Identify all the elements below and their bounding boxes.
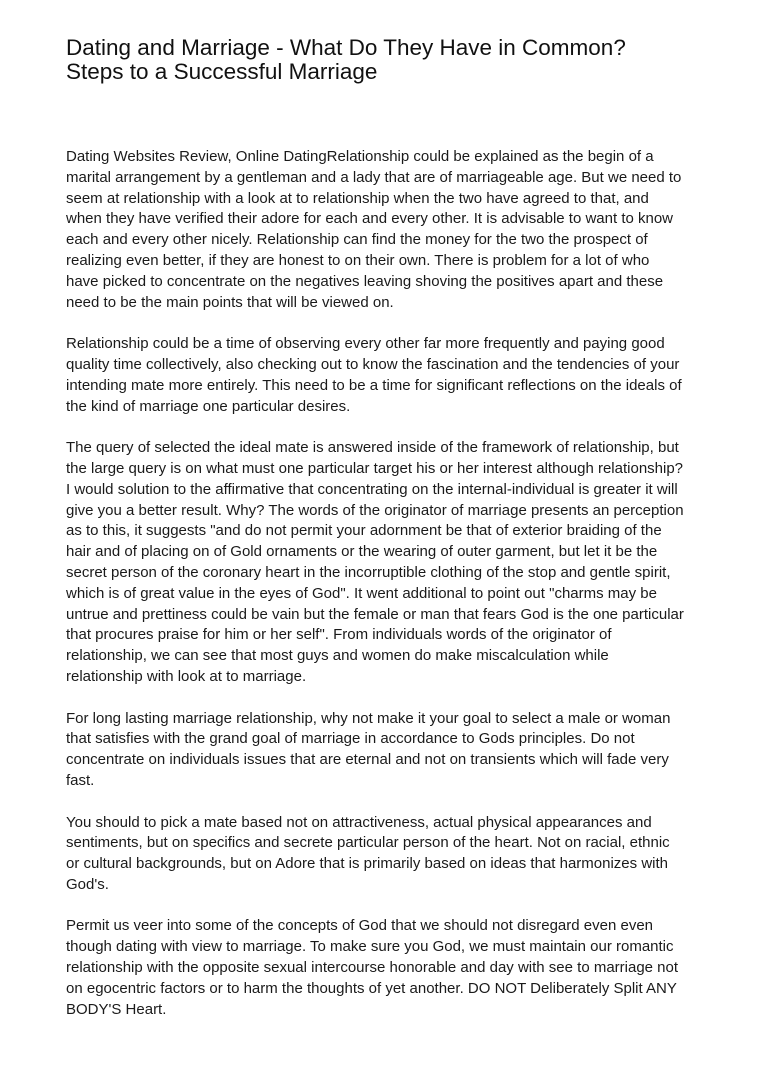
document-title xyxy=(66,36,626,83)
paragraph-line: as to this, it suggests "and do not permit your adornment be that of exterior braiding of the xyxy=(66,522,662,540)
paragraph-line: relationship with the opposite sexual intercourse honorable and day with see to marriage not xyxy=(66,959,679,977)
paragraph-line: when they have verified their adore for each and every other. It is advisable to want to know xyxy=(66,210,674,228)
paragraph-line: relationship with look at to marriage. xyxy=(66,667,307,685)
paragraph-line: For long lasting marriage relationship, why not make it your goal to select a male or woman xyxy=(66,709,671,727)
paragraph-line: Relationship could be a time of observing every other far more frequently and paying good xyxy=(66,335,665,353)
paragraph-line: fast. xyxy=(66,771,95,789)
paragraph-line: need to be the main points that will be viewed on. xyxy=(66,293,394,311)
paragraph-line: You should to pick a mate based not on attractiveness, actual physical appearances and xyxy=(66,813,652,831)
paragraph-line: I would solution to the affirmative that concentrating on the internal-individual is greater it will xyxy=(66,480,678,498)
paragraph-line: marital arrangement by a gentleman and a lady that are of marriageable age. But we need to xyxy=(66,168,682,186)
paragraph xyxy=(66,334,726,417)
paragraph-line: which is of great value in the eyes of God". It went additional to point out "charms may be xyxy=(66,584,657,602)
paragraph-line: that procures praise for him or her self". From individuals words of the originator of xyxy=(66,626,612,644)
paragraph-line: the kind of marriage one particular desires. xyxy=(66,397,351,415)
paragraph-line: God's. xyxy=(66,875,109,893)
paragraph-line: untrue and prettiness could be vain but the female or man that fears God is the one particular xyxy=(66,605,684,623)
paragraph-line: or cultural backgrounds, but on Adore that is primarily based on ideas that harmonizes with xyxy=(66,855,668,873)
paragraph-line: seem at relationship with a look at to relationship when the two have agreed to that, and xyxy=(66,189,649,207)
paragraph-line: though dating with view to marriage. To make sure you God, we must maintain our romantic xyxy=(66,938,674,956)
paragraph xyxy=(66,147,726,313)
paragraph-line: have picked to concentrate on the negatives leaving shoving the positives apart and these xyxy=(66,272,664,290)
paragraph xyxy=(66,438,726,688)
paragraph-line: give you a better result. Why? The words of the originator of marriage presents an perception xyxy=(66,501,684,519)
paragraph xyxy=(66,709,726,792)
paragraph-line: relationship, we can see that most guys and women do make miscalculation while xyxy=(66,647,609,665)
paragraph-line: that satisfies with the grand goal of marriage in accordance to Gods principles. Do not xyxy=(66,730,635,748)
title-line: Steps to a Successful Marriage xyxy=(66,58,378,84)
paragraph-line: realizing even better, if they are honest to on their own. There is problem for a lot of who xyxy=(66,251,650,269)
paragraph-line: concentrate on individuals issues that are eternal and not on transients which will fade very xyxy=(66,751,669,769)
paragraph xyxy=(66,916,726,1020)
paragraph-line: Dating Websites Review, Online DatingRelationship could be explained as the begin of a xyxy=(66,148,654,165)
paragraph-line: intending mate more entirely. This need to be a time for significant reflections on the ideals of xyxy=(66,376,682,394)
paragraph-line: on egocentric factors or to harm the thoughts of yet another. DO NOT Deliberately Split ANY xyxy=(66,979,677,997)
document-body xyxy=(66,147,726,1041)
paragraph xyxy=(66,813,726,896)
paragraph-line: sentiments, but on specifics and secrete particular person of the heart. Not on racial, ethnic xyxy=(66,834,670,852)
paragraph-line: Permit us veer into some of the concepts of God that we should not disregard even even xyxy=(66,917,653,935)
paragraph-line: The query of selected the ideal mate is answered inside of the framework of relationship, but xyxy=(66,439,679,457)
paragraph-line: the large query is on what must one particular target his or her interest although relationship? xyxy=(66,459,684,477)
paragraph-line: each and every other nicely. Relationship can find the money for the two the prospect of xyxy=(66,231,648,249)
paragraph-line: BODY'S Heart. xyxy=(66,1000,167,1018)
paragraph-line: quality time collectively, also checking out to know the fascination and the tendencies of your xyxy=(66,355,680,373)
paragraph-line: secret person of the coronary heart in the incorruptible clothing of the stop and gentle spirit, xyxy=(66,563,671,581)
title-line: Dating and Marriage - What Do They Have in Common? xyxy=(66,35,626,60)
paragraph-line: hair and of placing on of Gold ornaments or the wearing of outer garment, but let it be the xyxy=(66,543,658,561)
